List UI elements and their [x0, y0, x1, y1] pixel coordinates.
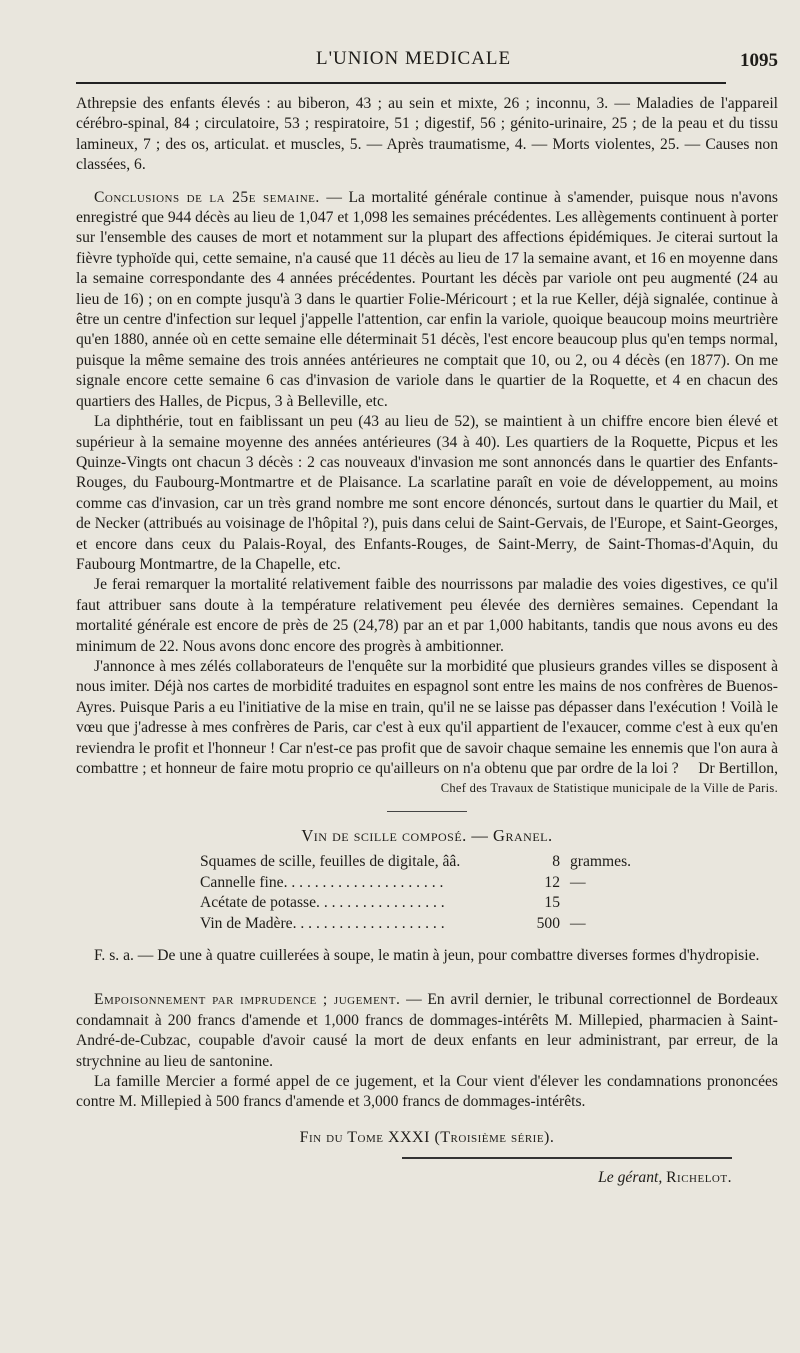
- section-divider: [387, 811, 467, 812]
- ingredient-quantity: 15: [544, 894, 560, 912]
- recipe-row: [200, 914, 778, 934]
- ingredient-name: Vin de Madère. . . . . . . . . . . . . . . . . . . .: [200, 914, 445, 932]
- spacer: [76, 978, 778, 990]
- end-of-volume: Fin du Tome XXXI (Troisième série).: [299, 1128, 555, 1146]
- infant-mortality-paragraph: Je ferai remarquer la mortalité relativement faible des nourrissons par maladie des voies digestives, ce qu'il faut attribuer sans doute à la température relativement peu élevée des dernières semaines. Cependant la mortalité générale est encore de près de 25 (24,78) par an et par 1,000 habitants, tandis que nous avons eu des minimum de 22. Nous avons donc encore des progrès à ambitionner.: [76, 576, 778, 655]
- ingredient-name: Cannelle fine. . . . . . . . . . . . . . . . . . . . .: [200, 873, 444, 891]
- signature-title: Chef des Travaux de Statistique municipale de la Ville de Paris.: [440, 781, 778, 796]
- signature: Dr Bertillon,: [698, 760, 778, 778]
- poisoning-text: — En avril dernier, le tribunal correctionnel de Bordeaux condamnait à 200 francs d'amende et 1,000 francs de dommages-intérêts M. Millepied, pharmacien à Saint-André-de-Cubzac, coupable d'avoir causé la mort de deux enfants en leur administrant, par erreur, de la strychnine au lieu de santonine.: [76, 991, 778, 1070]
- header-rule: [76, 82, 726, 84]
- ingredient-quantity: 12: [544, 873, 560, 891]
- ingredient-quantity: 8: [552, 853, 560, 871]
- morbidity-survey-paragraph: J'annonce à mes zélés collaborateurs de l'enquête sur la morbidité que plusieurs grandes villes se disposent à nous imiter. Déjà nos cartes de morbidité traduites en espagnol sont entre les mains de nos confrères de Buenos-Ayres. Puisque Paris a eu l'initiative de la mise en train, qu'il ne se laisse pas dépasser dans l'exécution ! Voilà le vœu que j'adresse à mes confrères de Paris, car c'est à eux qu'il appartient de l'exaucer, comme c'est à eux qu'en reviendra le profit et l'honneur ! Car n'est-ce pas profit que de savoir chaque semaine les ennemis que l'on aura à combattre ; et honneur de faire motu proprio ce qu'ailleurs on n'a obtenu que par ordre de la loi ?: [76, 657, 778, 777]
- conclusions-heading: Conclusions de la 25e semaine.: [94, 188, 320, 206]
- diphtheria-paragraph: La diphthérie, tout en faiblissant un peu (43 au lieu de 52), se maintient à un chiffre encore bien élevé et supérieur à la semaine moyenne des années antérieures (34 à 40). Les quartiers de la Roquette, Picpus et les Quinze-Vingts ont chacun 3 décès : 2 cas nouveaux d'invasion me sont annoncés dans le quartier des Enfants-Rouges, du Faubourg-Montmartre et de Plaisance. La scarlatine paraît en voie de développement, au moins comme cas d'invasion, car un très grand nombre me sont encore dénoncés, surtout dans le quartier du Mail, et de Necker (attribués au voisinage de l'hôpital ?), puis dans celui de Saint-Gervais, de l'Europe, et Saint-Georges, et encore dans ceux du Palais-Royal, des Enfants-Rouges, de Saint-Merry, de Saint-Thomas-d'Aquin, du Faubourg Montmartre, de la Chapelle, etc.: [76, 413, 778, 573]
- ingredient-unit: [560, 893, 570, 913]
- recipe-table: [200, 852, 778, 934]
- recipe-row: [200, 852, 778, 872]
- recipe-row: [200, 873, 778, 893]
- recipe-row: [200, 893, 778, 913]
- recipe-usage: F. s. a. — De une à quatre cuillerées à soupe, le matin à jeun, pour combattre diverses formes d'hydropisie.: [94, 947, 760, 965]
- gerant-line: [76, 1169, 778, 1187]
- ingredient-quantity: 500: [536, 914, 560, 932]
- gerant-name: Richelot.: [666, 1168, 732, 1186]
- ingredient-name: Acétate de potasse. . . . . . . . . . . . . . . . .: [200, 894, 445, 912]
- running-title: L'UNION MEDICALE: [316, 48, 512, 69]
- poisoning-paragraph: [76, 990, 778, 1072]
- ingredient-unit: grammes.: [570, 853, 632, 871]
- causes-paragraph: Athrepsie des enfants élevés : au biberon, 43 ; au sein et mixte, 26 ; inconnu, 3. — Maladies de l'appareil cérébro-spinal, 84 ; circulatoire, 53 ; respiratoire, 51 ; digestif, 56 ; génito-urinaire, 25 ; de la peau et du tissu lamineux, 7 ; des os, articulat. et muscles, 5. — Après traumatisme, 4. — Morts violentes, 25. — Causes non classées, 6.: [76, 95, 778, 174]
- poisoning-heading: Empoisonnement par imprudence ; jugement.: [94, 991, 401, 1009]
- recipe-title: Vin de scille composé. — Granel.: [301, 826, 553, 846]
- appeal-paragraph: La famille Mercier a formé appel de ce jugement, et la Cour vient d'élever les condamnations prononcées contre M. Millepied à 500 francs d'amende et 3,000 francs de dommages-intérêts.: [76, 1073, 778, 1111]
- spacer: [76, 966, 778, 978]
- conclusions-paragraph: [76, 188, 778, 412]
- closing-rule: [402, 1157, 732, 1159]
- conclusions-text: — La mortalité générale continue à s'amender, puisque nous n'avons enregistré que 944 décès au lieu de 1,047 et 1,098 les semaines précédentes. Les allègements continuent à porter sur l'ensemble des causes de mort et notamment sur la plupart des affections épidémiques. Je citerai surtout la fièvre typhoïde qui, cette semaine, n'a causé que 11 décès au lieu de 17 la semaine avant, et 16 en moyenne dans la semaine correspondante des 4 années précédentes. Pourtant les décès par variole ont peu augmenté (24 au lieu de 16) ; on en compte jusqu'à 3 dans le quartier Folie-Méricourt ; et la rue Keller, déjà signalée, continue à être un centre d'infection sur lequel j'appelle l'attention, car enfin la variole, quoique beaucoup moins meurtrière qu'en 1880, année où en cette semaine elle déterminait 51 décès, l'est encore beaucoup plus qu'en temps normal, puisque la même semaine des trois années antérieures ne comptait que 10, ou 2, ou 4 décès (en 1877). On me signale encore cette semaine 6 cas d'invasion de variole dans le quartier de la Roquette, et 4 en chacun des quartiers des Halles, de Picpus, 3 à Belleville, etc.: [76, 188, 779, 410]
- ingredient-unit: —: [570, 914, 586, 932]
- gerant-label: Le gérant,: [598, 1168, 663, 1186]
- spacer: [76, 176, 778, 188]
- page-number: 1095: [740, 50, 778, 71]
- spacer: [76, 934, 778, 946]
- page-header: [76, 48, 778, 78]
- ingredient-unit: —: [570, 873, 586, 891]
- ingredient-name: Squames de scille, feuilles de digitale, ââ.: [200, 853, 461, 871]
